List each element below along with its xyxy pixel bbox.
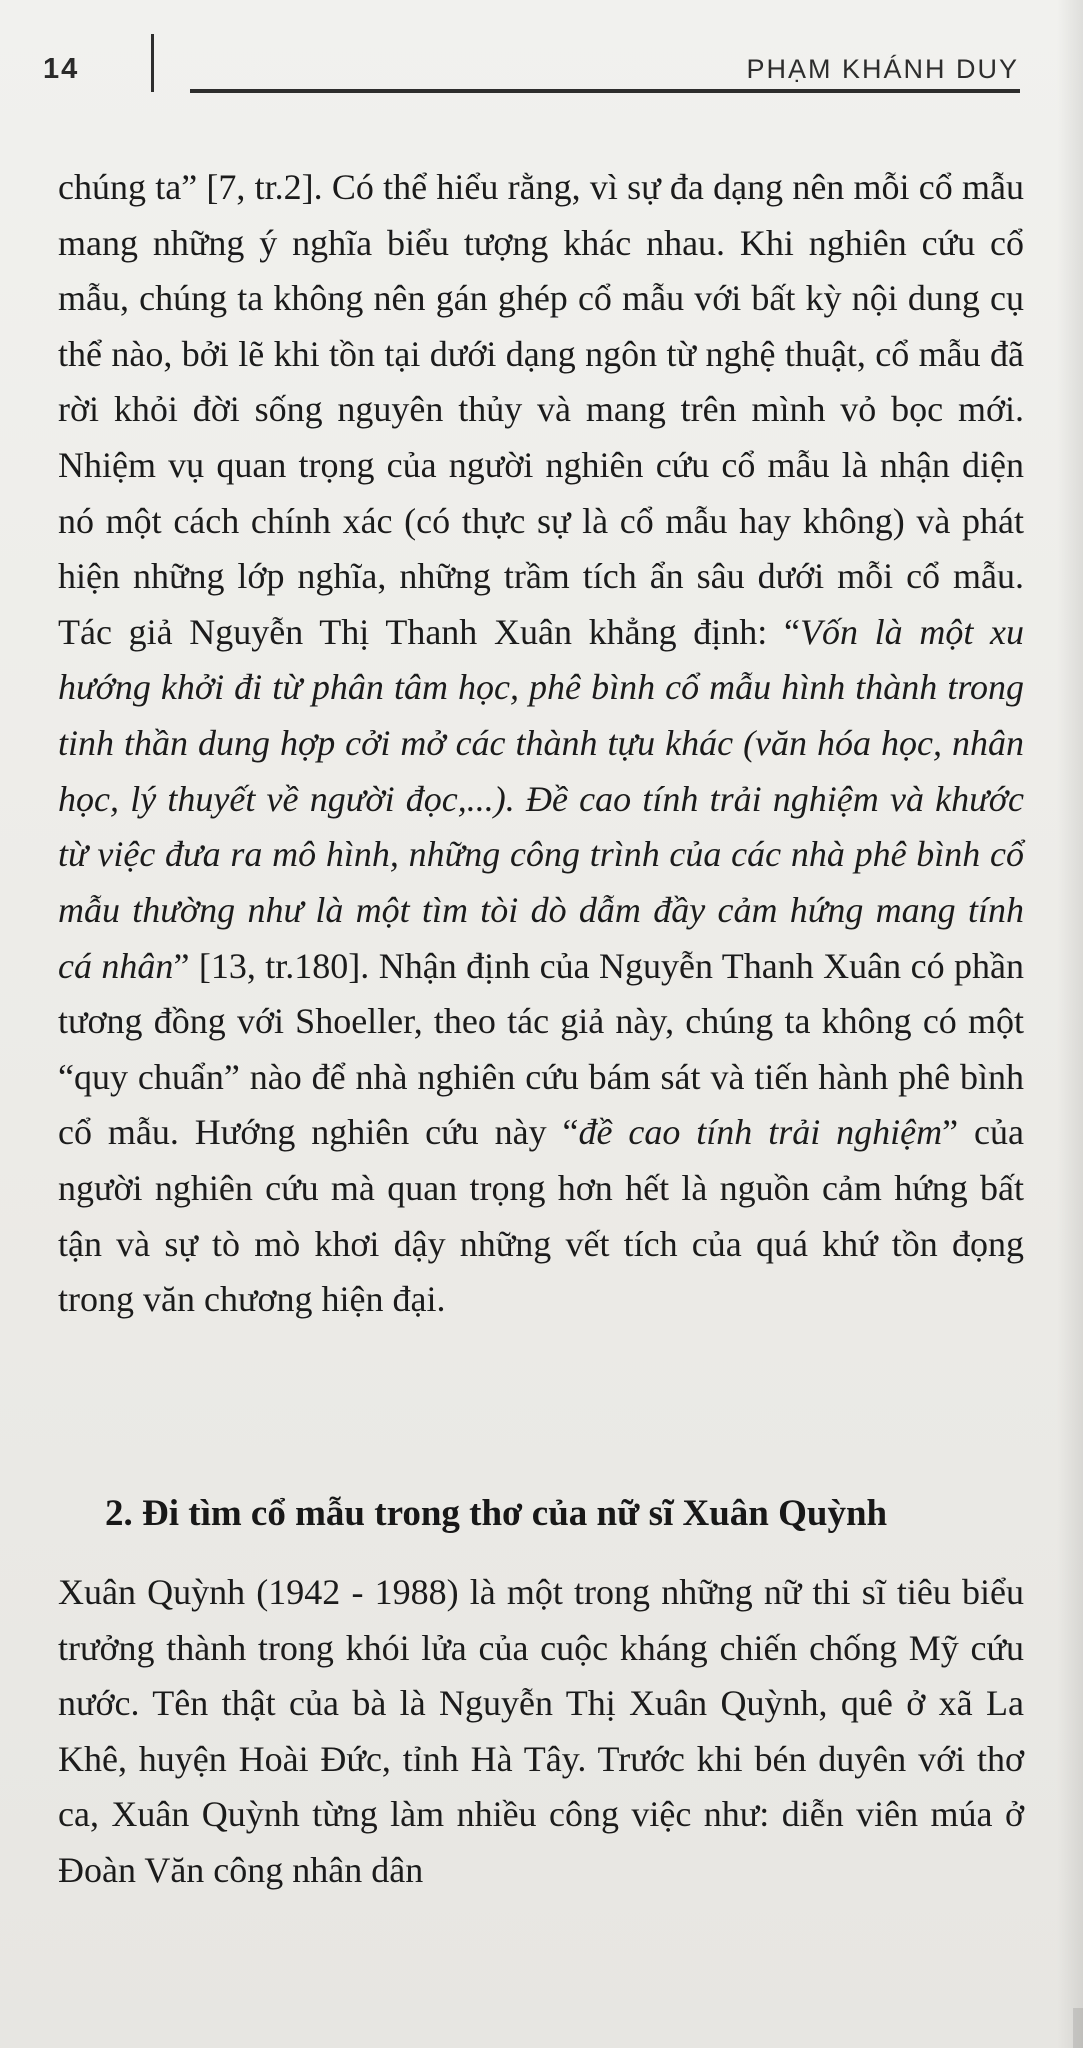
page-number: 14 [43,53,80,85]
body-paragraph-1 [58,160,1024,1328]
paragraph-1-text [58,160,1024,1328]
section-heading: 2. Đi tìm cổ mẫu trong thơ của nữ sĩ Xuân Quỳnh [105,1493,888,1534]
paragraph-1-quote-1: Vốn là một xu hướng khởi đi từ phân tâm học, phê bình cổ mẫu hình thành trong tinh thần dung hợp cởi mở các thành tựu khác (văn hóa học, nhân học, lý thuyết về người đọc,...). Đề cao tính trải nghiệm và khước từ việc đưa ra mô hình, những công trình của các nhà phê bình cổ mẫu thường như là một tìm tòi dò dẫm đầy cảm hứng mang tính cá nhân [58,611,1024,986]
body-paragraph-2 [58,1565,1024,1899]
running-head: PHẠM KHÁNH DUY [746,54,1019,84]
header-rule [190,89,1020,93]
paragraph-1-quote-2: đề cao tính trải nghiệm [578,1112,943,1153]
paragraph-1-segment-2: ” [13, tr.180]. Nhận định của Nguyễn Thanh Xuân có phần tương đồng với Shoeller, theo tác giả này, chúng ta không có một “quy chuẩn” nào để nhà nghiên cứu bám sát và tiến hành phê bình cổ mẫu. Hướng nghiên cứu này “ [58,945,1025,1153]
header-separator [151,34,154,92]
paragraph-1-segment-3: ” của người nghiên cứu mà quan trọng hơn hết là nguồn cảm hứng bất tận và sự tò mò khơi dậy những vết tích của quá khứ tồn đọng trong văn chương hiện đại. [58,1112,1025,1320]
page-edge-shadow [1057,0,1083,2048]
paragraph-2-text: Xuân Quỳnh (1942 - 1988) là một trong những nữ thi sĩ tiêu biểu trưởng thành trong khói lửa của cuộc kháng chiến chống Mỹ cứu nước. Tên thật của bà là Nguyễn Thị Xuân Quỳnh, quê ở xã La Khê, huyện Hoài Đức, tỉnh Hà Tây. Trước khi bén duyên với thơ ca, Xuân Quỳnh từng làm nhiều công việc như: diễn viên múa ở Đoàn Văn công nhân dân [58,1572,1024,1891]
paragraph-1-segment-1: chúng ta” [7, tr.2]. Có thể hiểu rằng, vì sự đa dạng nên mỗi cổ mẫu mang những ý nghĩa biểu tượng khác nhau. Khi nghiên cứu cổ mẫu, chúng ta không nên gán ghép cổ mẫu với bất kỳ nội dung cụ thể nào, bởi lẽ khi tồn tại dưới dạng ngôn từ nghệ thuật, cổ mẫu đã rời khỏi đời sống nguyên thủy và mang trên mình vỏ bọc mới. Nhiệm vụ quan trọng của người nghiên cứu cổ mẫu là nhận diện nó một cách chính xác (có thực sự là cổ mẫu hay không) và phát hiện những lớp nghĩa, những trầm tích ẩn sâu dưới mỗi cổ mẫu. Tác giả Nguyễn Thị Thanh Xuân khẳng định: “ [58,167,1024,652]
right-edge-mark [1073,2008,1083,2048]
